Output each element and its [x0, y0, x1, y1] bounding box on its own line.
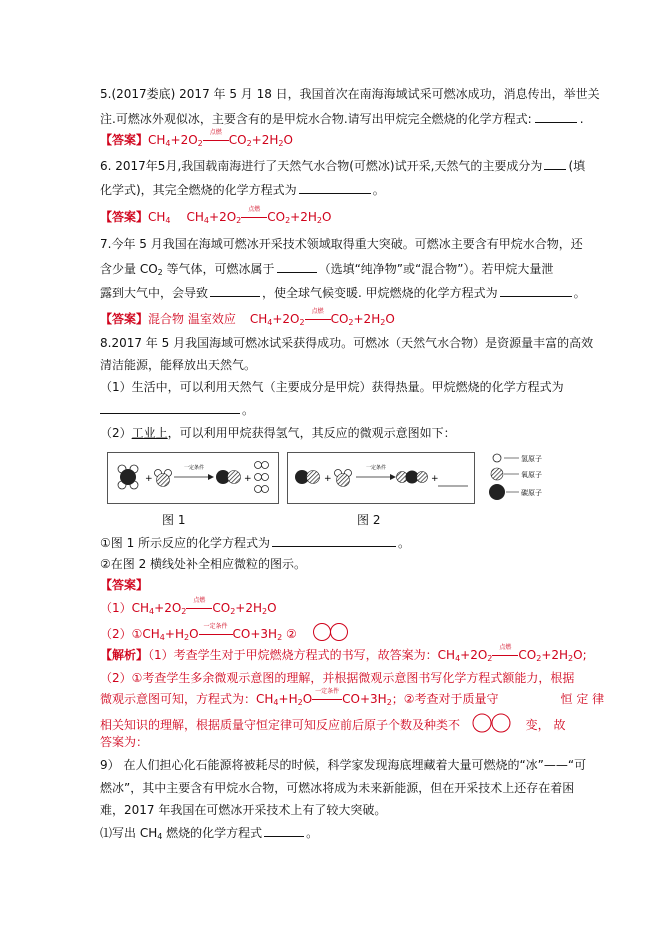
- analysis-oxygen-molecule-icon: [470, 713, 516, 733]
- q8-answer-1: $(1)CH_4+2O_2$ 点燃 $CO_2+2H_2O$: [100, 597, 277, 616]
- answer-oxygen-molecule-icon: [311, 622, 353, 642]
- q5-line1: 5.(2017娄底) 2017 年 5 月 18 日，我国首次在南海海域试采可燃冰成功，消息传出，举世关: [100, 87, 600, 101]
- q9-line1: 9） 在人们担心化石能源将被耗尽的时候，科学家发现海底埋藏着大量可燃烧的“冰”——“可: [100, 758, 587, 772]
- methane-combustion-equation: $CH_4+2O_2$ 点燃 $CO_2+2H_2O$: [148, 129, 293, 148]
- figure-2-label: 图 2: [357, 513, 381, 527]
- q8-part1-blank: 。: [100, 401, 254, 418]
- legend-carbon: 碳原子: [521, 489, 542, 497]
- legend-hydrogen: 氢原子: [521, 455, 542, 463]
- q8-sub1: ①图 1 所示反应的化学方程式为 。: [100, 536, 411, 550]
- q6-answer: 【答案】$CH_4$ $CH_4+2O_2$ 点燃 $CO_2+2H_2O$: [100, 206, 332, 225]
- co2-molecule-icon: [397, 471, 428, 484]
- co-molecule-icon: [216, 470, 241, 484]
- q5-answer: 【答案】$CH_4+2O_2$ 点燃 $CO_2+2H_2O$: [100, 129, 293, 148]
- q8-part1: （1）生活中，可以利用天然气（主要成分是甲烷）获得热量。甲烷燃烧的化学方程式为: [100, 380, 564, 394]
- q8-analysis-3: 微观示意图可知，方程式为：$CH_4+H_2O$ 一定条件 $CO+3H_2$；②考查对于质量守 恒 定 律: [100, 688, 605, 707]
- co-molecule-icon: [295, 470, 320, 484]
- figure-1-label: 图 1: [162, 513, 186, 527]
- legend-oxygen: 氧原子: [521, 471, 542, 479]
- hydrogen-atom-icon: [493, 454, 501, 462]
- carbon-atom-icon: [489, 484, 505, 500]
- hydrogen-molecules-icon: [255, 462, 269, 493]
- figure-1: [107, 452, 279, 504]
- q8-analysis-2: （2）①考查学生多余微观示意图的理解，并根据微观示意图书写化学方程式额能力，根据: [100, 671, 575, 685]
- figure-1-diagram: [108, 453, 278, 503]
- q8-line2: 清洁能源，能释放出天然气。: [100, 358, 257, 372]
- svg-text:+: +: [244, 474, 252, 484]
- fig1-condition-label: 一定条件: [183, 465, 205, 471]
- q6-line1: 6. 2017年5月,我国载南海进行了天然气水合物(可燃冰)试开采,天然气的主要成分为 (填: [100, 159, 586, 173]
- legend: [487, 450, 577, 506]
- methane-molecule-icon: [118, 465, 138, 489]
- oxygen-atom-icon: [491, 468, 503, 480]
- methane-combustion-equation: $CH_4+2O_2$ 点燃 $CO_2+2H_2O$: [186, 206, 332, 225]
- q8-analysis-4: 相关知识的理解，根据质量守恒定律可知反应前后原子个数及种类不 变， 故: [100, 713, 566, 733]
- q9-line4: ⑴写出 $CH_4$ 燃烧的化学方程式 。: [100, 826, 319, 841]
- q8-line1: 8.2017 年 5 月我国海域可燃冰试采获得成功。可燃冰（天然气水合物）是资源量丰富的高效: [100, 336, 594, 350]
- water-molecule-icon: [335, 470, 352, 487]
- svg-text:+: +: [145, 474, 153, 484]
- figure-2: [287, 452, 475, 504]
- figure-2-diagram: [288, 453, 474, 503]
- q7-line3: 露到大气中，会导致 ，使全球气候变暖. 甲烷燃烧的化学方程式为 。: [100, 286, 586, 300]
- legend-diagram: [487, 450, 577, 506]
- q7-line2: 含少量 $CO_2$ 等气体，可燃冰属于 （选填“纯净物”或“混合物”）。若甲烷大量泄: [100, 262, 554, 277]
- q7-answer: 【答案】混合物 温室效应 $CH_4+2O_2$ 点燃 $CO_2+2H_2O$: [100, 308, 395, 327]
- q6-line2: 化学式)，其完全燃烧的化学方程式为 。: [100, 183, 385, 197]
- q9-line2: 燃冰”，其中主要含有甲烷水合物，可燃冰将成为未来新能源，但在开采技术上还存在着困: [100, 781, 575, 795]
- q8-analysis-5: 答案为：: [100, 735, 149, 749]
- q8-answer-label: 【答案】: [100, 578, 149, 592]
- q8-answer-2: $(2)①CH_4+H_2O$ 一定条件 $CO+3H_2$ ②: [100, 622, 353, 642]
- svg-text:+: +: [324, 474, 332, 484]
- methane-combustion-equation: $CH_4+2O_2$ 点燃 $CO_2+2H_2O$: [249, 308, 395, 327]
- q7-line1: 7.今年 5 月我国在海域可燃冰开采技术领域取得重大突破。可燃冰主要含有甲烷水合物，还: [100, 237, 583, 251]
- q5-line2: 注.可燃冰外观似冰，主要含有的是甲烷水合物.请写出甲烷完全燃烧的化学方程式: .: [100, 112, 584, 126]
- methane-combustion-equation: $CH_4+2O_2$ 点燃 $CO_2+2H_2O$: [131, 597, 277, 616]
- water-molecule-icon: [155, 470, 172, 487]
- q8-sub2: ②在图 2 横线处补全相应微粒的图示。: [100, 557, 307, 571]
- svg-text:+: +: [431, 474, 439, 484]
- q8-analysis-1: 【解析】（1）考查学生对于甲烷燃烧方程式的书写，故答案为：$CH_4+2O_2$ 点燃 $CO_2+2H_2O$;: [100, 644, 587, 663]
- methane-combustion-equation: $CH_4+2O_2$ 点燃 $CO_2+2H_2O$: [437, 644, 583, 663]
- fig2-condition-label: 一定条件: [365, 465, 387, 471]
- q8-part2: （2）工业上，可以利用甲烷获得氢气，其反应的微观示意图如下：: [100, 426, 456, 440]
- q9-line3: 难，2017 年我国在可燃冰开采技术上有了较大突破。: [100, 803, 387, 817]
